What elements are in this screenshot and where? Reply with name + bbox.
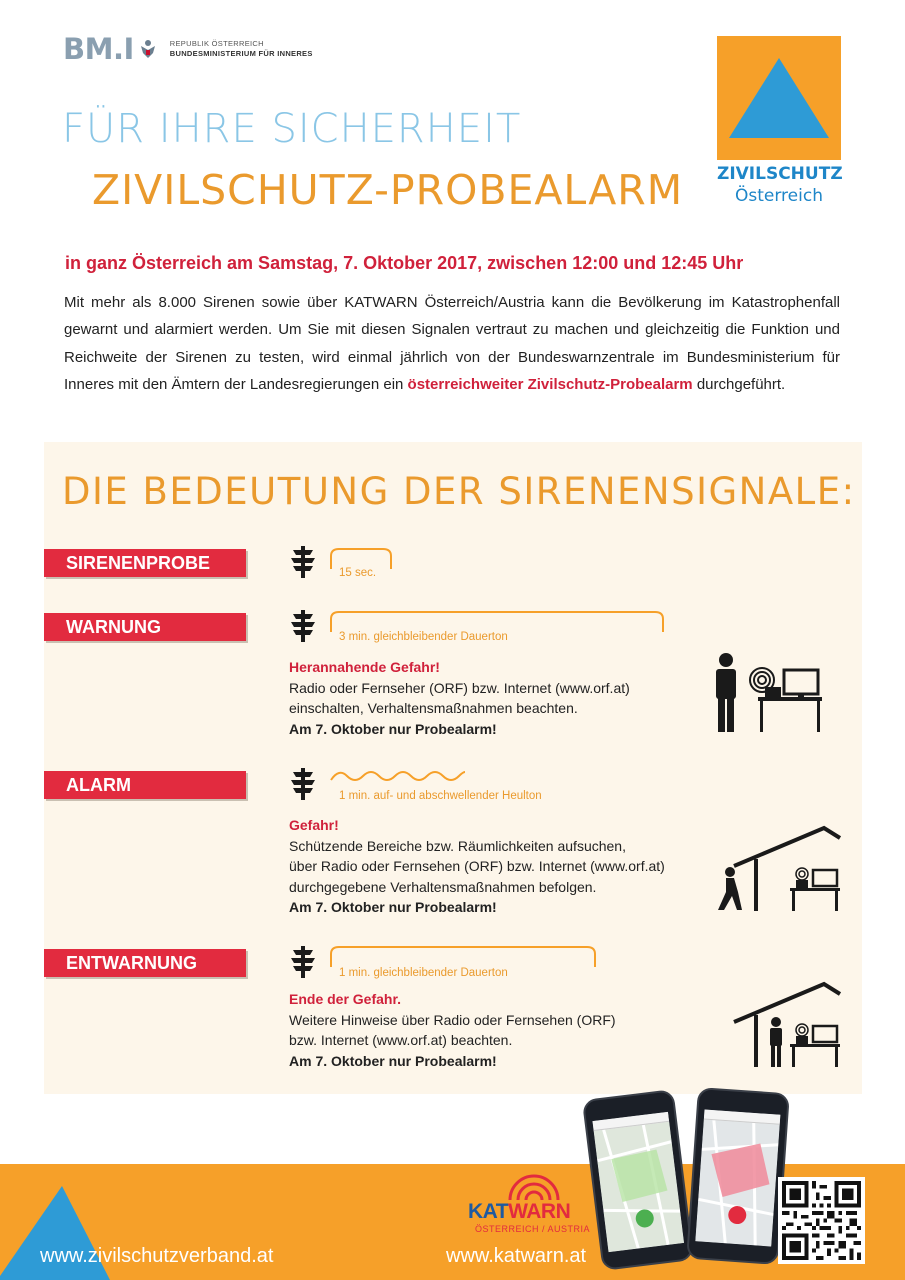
signal-line: über Radio oder Fernsehen (ORF) bzw. Internet (www.orf.at): [289, 858, 665, 874]
signal-heading: Gefahr!: [289, 817, 339, 833]
katwarn-warn: WARN: [508, 1200, 571, 1223]
bmi-caption: [170, 39, 313, 59]
intro-text-before: Mit mehr als 8.000 Sirenen sowie über KATWARN Österreich/Austria kann die Bevölkerung im Katastrophenfall gewarnt und alarmiert werden. Um Sie mit diesen Signalen vertraut zu machen und gleichzeitig die Funktion und Reichweite der Sirenen zu testen, wird einmal jährlich von der Bundeswarnzentrale im Bundesministerium für Inneres mit den Ämtern der Landesregierungen ein: [64, 294, 840, 393]
signal-label-entwarnung: ENTWARNUNG: [44, 949, 246, 977]
signal-caption-warnung: 3 min. gleichbleibender Dauerton: [339, 631, 508, 643]
bmi-republic: REPUBLIK ÖSTERREICH: [169, 39, 264, 48]
siren-icon: [290, 610, 316, 642]
zivilschutz-sub: Österreich: [735, 186, 823, 206]
signal-wave-entwarnung: [330, 946, 596, 968]
signal-caption-sirenenprobe: 15 sec.: [339, 567, 377, 579]
siren-icon: [290, 546, 316, 578]
signal-caption-entwarnung: 1 min. gleichbleibender Dauerton: [339, 967, 508, 979]
qr-code[interactable]: [778, 1177, 865, 1264]
signal-emphasis: Am 7. Oktober nur Probealarm!: [289, 1052, 497, 1069]
signal-waves-icon: [504, 1170, 564, 1202]
zivilschutz-logo-square: [717, 36, 841, 160]
siren-icon: [290, 946, 316, 978]
zivilschutz-logo: [717, 36, 841, 208]
triangle-icon: [717, 36, 841, 160]
katwarn-link[interactable]: www.katwarn.at: [446, 1245, 587, 1267]
title-line-1: FÜR IHRE SICHERHEIT: [62, 106, 522, 152]
eagle-icon: [140, 38, 156, 60]
signal-wave-alarm: [330, 766, 466, 786]
signal-line: Weitere Hinweise über Radio oder Fernsehen (ORF): [289, 1011, 616, 1028]
signal-heading: Herannahende Gefahr!: [289, 659, 440, 675]
qr-code-image: [782, 1181, 861, 1260]
signal-line: bzw. Internet (www.orf.at) beachten.: [289, 1032, 513, 1048]
panel-title: DIE BEDEUTUNG DER SIRENENSIGNALE:: [62, 470, 856, 513]
signal-caption-alarm: 1 min. auf- und abschwellender Heulton: [339, 790, 542, 802]
katwarn-logo: [468, 1170, 600, 1236]
signal-wave-warnung: [330, 611, 664, 633]
signal-label-sirenenprobe: SIRENENPROBE: [44, 549, 246, 577]
intro-text-after: durchgeführt.: [696, 375, 786, 393]
signal-description-warnung: [289, 657, 630, 739]
katwarn-sub: ÖSTERREICH / AUSTRIA: [475, 1224, 591, 1234]
bmi-logo: [63, 32, 313, 66]
signal-heading: Ende der Gefahr.: [289, 991, 402, 1007]
phone-mockup-left: [582, 1089, 694, 1271]
map-image: [695, 1110, 780, 1247]
person-inside-house-illustration: [712, 982, 842, 1068]
bmi-logo-text: BM.I: [63, 32, 134, 66]
signal-line: Schützende Bereiche bzw. Räumlichkeiten aufsuchen,: [289, 837, 626, 854]
zivilschutz-name: ZIVILSCHUTZ: [717, 164, 843, 184]
signal-line: einschalten, Verhaltensmaßnahmen beachten.: [289, 700, 578, 716]
signal-line: durchgegebene Verhaltensmaßnahmen befolgen.: [289, 878, 597, 895]
phone-screen: [592, 1112, 684, 1252]
phone-mockup-right: [686, 1087, 790, 1265]
map-image: [592, 1112, 684, 1252]
title-line-2: ZIVILSCHUTZ-PROBEALARM: [92, 166, 684, 214]
signal-line: Radio oder Fernseher (ORF) bzw. Internet (www.orf.at): [289, 679, 630, 696]
intro-highlight: österreichweiter Zivilschutz-Probealarm: [407, 375, 693, 393]
person-with-radio-tv-illustration: [710, 652, 824, 734]
zivilschutzverband-link[interactable]: www.zivilschutzverband.at: [40, 1245, 274, 1267]
signal-description-alarm: [289, 815, 665, 918]
katwarn-wordmark: [468, 1200, 570, 1224]
signal-description-entwarnung: [289, 989, 616, 1071]
bmi-ministry: BUNDESMINISTERIUM FÜR INNERES: [169, 49, 313, 58]
person-entering-house-illustration: [712, 826, 842, 912]
siren-icon: [290, 768, 316, 800]
date-line: in ganz Österreich am Samstag, 7. Oktober 2017, zwischen 12:00 und 12:45 Uhr: [65, 253, 744, 273]
signal-label-alarm: ALARM: [44, 771, 246, 799]
phone-screen: [695, 1110, 780, 1247]
signal-label-warnung: WARNUNG: [44, 613, 246, 641]
signal-emphasis: Am 7. Oktober nur Probealarm!: [289, 899, 497, 915]
katwarn-kat: KAT: [468, 1200, 509, 1223]
signal-emphasis: Am 7. Oktober nur Probealarm!: [289, 720, 497, 737]
intro-paragraph: [64, 289, 840, 398]
